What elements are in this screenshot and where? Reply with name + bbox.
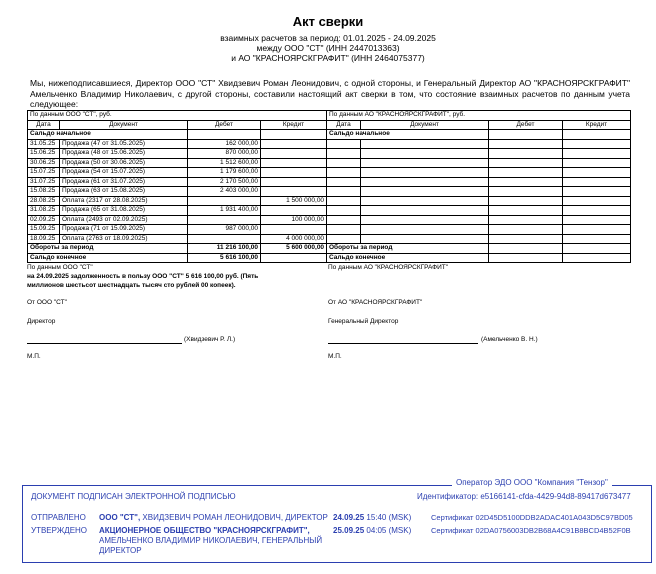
right-stamp-place: М.П.	[328, 353, 342, 360]
row-date: 31.05.25	[28, 139, 60, 149]
table-row	[28, 177, 327, 187]
approved-time: 04:05 (MSK)	[364, 526, 412, 535]
left-stamp-place: М.П.	[27, 353, 41, 360]
col-debit: Дебет	[489, 120, 563, 130]
row-debit	[188, 215, 261, 225]
table-row	[28, 234, 327, 244]
row-debit: 987 000,00	[188, 225, 261, 235]
table-row	[327, 196, 631, 206]
row-credit	[261, 139, 327, 149]
turnover-label: Обороты за период	[327, 244, 489, 254]
sent-person: ХВИДЗЕВИЧ РОМАН ЛЕОНИДОВИЧ, ДИРЕКТОР	[140, 513, 328, 522]
row-document: Продажа (50 от 30.06.2025)	[60, 158, 188, 168]
row-date: 15.08.25	[28, 187, 60, 197]
table-row	[28, 225, 327, 235]
table-row	[327, 149, 631, 159]
closing-balance-label: Сальдо конечное	[327, 253, 489, 263]
row-document: Оплата (2763 от 18.09.2025)	[60, 234, 188, 244]
left-conclusion-text: на 24.09.2025 задолженность в пользу ООО "СТ" 5 616 100,00 руб. (Пять миллионов шестьсот шестнадцать тысяч сто рублей 00 копеек).	[27, 273, 259, 289]
approved-org: АКЦИОНЕРНОЕ ОБЩЕСТВО "КРАСНОЯРСКГРАФИТ",	[99, 526, 310, 535]
row-date: 15.09.25	[28, 225, 60, 235]
table-row	[28, 168, 327, 178]
row-debit: 1 512 600,00	[188, 158, 261, 168]
row-debit: 870 000,00	[188, 149, 261, 159]
approved-datetime	[333, 526, 411, 536]
table-row	[28, 206, 327, 216]
row-credit: 100 000,00	[261, 215, 327, 225]
right-table-header: По данным АО "КРАСНОЯРСКГРАФИТ", руб.	[327, 111, 631, 121]
intro-paragraph: Мы, нижеподписавшиеся, Директор ООО "СТ" Хвидзевич Роман Леонидович, с одной стороны, и Генеральный Директор АО "КРАСНОЯРСКГРАФИТ" Амельченко Владимир Николаевич, с другой стороны, составили настоящий акт сверки в том, что состояние взаимных расчетов по данным учета следующее:	[30, 78, 630, 109]
row-credit: 4 000 000,00	[261, 234, 327, 244]
period-line: взаимных расчетов за период: 01.01.2025 - 24.09.2025	[220, 33, 436, 43]
col-document: Документ	[60, 120, 188, 130]
row-debit	[188, 196, 261, 206]
col-document: Документ	[361, 120, 489, 130]
row-document: Оплата (2493 от 02.09.2025)	[60, 215, 188, 225]
left-conclusion-title: По данным ООО "СТ"	[27, 264, 93, 271]
left-from: От ООО "СТ"	[27, 299, 67, 306]
table-row	[28, 196, 327, 206]
table-row	[327, 187, 631, 197]
left-reconciliation-table	[27, 110, 327, 263]
row-date: 15.07.25	[28, 168, 60, 178]
row-document: Продажа (61 от 31.07.2025)	[60, 177, 188, 187]
edo-signature-block	[22, 485, 652, 563]
row-date: 18.09.25	[28, 234, 60, 244]
col-date: Дата	[28, 120, 60, 130]
row-debit: 2 170 500,00	[188, 177, 261, 187]
table-row	[28, 187, 327, 197]
document-title: Акт сверки	[292, 14, 364, 29]
row-debit	[188, 234, 261, 244]
approved-certificate: Сертификат 02DA0756003DB2B68A4C91B8BCD4B52F0B	[431, 526, 631, 535]
closing-debit: 5 616 100,00	[188, 253, 261, 263]
row-credit: 1 500 000,00	[261, 196, 327, 206]
party-1-line: между ООО "СТ" (ИНН 2447013363)	[256, 43, 400, 53]
row-credit	[261, 206, 327, 216]
sent-date: 24.09.25	[333, 513, 365, 522]
sent-label: ОТПРАВЛЕНО	[31, 513, 86, 522]
right-reconciliation-table	[326, 110, 631, 263]
table-row	[327, 168, 631, 178]
col-debit: Дебет	[188, 120, 261, 130]
turnover-label: Обороты за период	[28, 244, 188, 254]
row-credit	[261, 177, 327, 187]
row-credit	[261, 158, 327, 168]
left-signer-name: (Хвидзевич Р. Л.)	[184, 336, 236, 343]
col-credit: Кредит	[261, 120, 327, 130]
table-row	[28, 139, 327, 149]
table-row	[327, 215, 631, 225]
left-position: Директор	[27, 318, 56, 325]
table-row	[28, 215, 327, 225]
row-debit: 1 931 400,00	[188, 206, 261, 216]
table-row	[28, 158, 327, 168]
identifier: Идентификатор: e5166141-cfda-4429-94d8-89417d673477	[417, 492, 631, 501]
opening-balance-label: Сальдо начальное	[327, 130, 489, 140]
table-row	[327, 234, 631, 244]
row-document: Продажа (48 от 15.06.2025)	[60, 149, 188, 159]
sent-datetime	[333, 513, 411, 523]
row-debit: 1 179 600,00	[188, 168, 261, 178]
col-credit: Кредит	[563, 120, 631, 130]
right-from: От АО "КРАСНОЯРСКГРАФИТ"	[328, 299, 423, 306]
sent-time: 15:40 (MSK)	[364, 513, 412, 522]
row-date: 15.06.25	[28, 149, 60, 159]
right-signature-line	[328, 343, 478, 344]
right-position: Генеральный Директор	[328, 318, 399, 325]
signed-label: ДОКУМЕНТ ПОДПИСАН ЭЛЕКТРОННОЙ ПОДПИСЬЮ	[31, 492, 236, 501]
row-date: 31.07.25	[28, 177, 60, 187]
row-document: Продажа (63 от 15.08.2025)	[60, 187, 188, 197]
row-debit: 162 000,00	[188, 139, 261, 149]
turnover-credit: 5 600 000,00	[261, 244, 327, 254]
left-signature-line	[27, 343, 182, 344]
row-document: Продажа (65 от 31.08.2025)	[60, 206, 188, 216]
approved-person-line-2: ДИРЕКТОР	[99, 546, 142, 555]
table-row	[327, 177, 631, 187]
row-date: 02.09.25	[28, 215, 60, 225]
right-signer-name: (Амельченко В. Н.)	[481, 336, 538, 343]
table-row	[327, 158, 631, 168]
table-row	[28, 149, 327, 159]
approved-date: 25.09.25	[333, 526, 365, 535]
row-credit	[261, 168, 327, 178]
row-document: Продажа (71 от 15.09.2025)	[60, 225, 188, 235]
table-row	[327, 206, 631, 216]
turnover-debit: 11 216 100,00	[188, 244, 261, 254]
table-row	[327, 225, 631, 235]
row-document: Продажа (54 от 15.07.2025)	[60, 168, 188, 178]
row-credit	[261, 225, 327, 235]
row-date: 30.06.25	[28, 158, 60, 168]
table-row	[327, 139, 631, 149]
row-credit	[261, 187, 327, 197]
left-table-header: По данным ООО "СТ", руб.	[28, 111, 327, 121]
row-credit	[261, 149, 327, 159]
sent-org: ООО "СТ",	[99, 513, 141, 522]
row-document: Продажа (47 от 31.05.2025)	[60, 139, 188, 149]
approved-label: УТВЕРЖДЕНО	[31, 526, 88, 535]
opening-balance-label: Сальдо начальное	[28, 130, 188, 140]
approved-person-line-1: АМЕЛЬЧЕНКО ВЛАДИМИР НИКОЛАЕВИЧ, ГЕНЕРАЛЬНЫЙ	[99, 536, 323, 545]
row-document: Оплата (2317 от 28.08.2025)	[60, 196, 188, 206]
party-2-line: и АО "КРАСНОЯРСКГРАФИТ" (ИНН 2464075377)	[231, 53, 425, 63]
right-conclusion-title: По данным АО "КРАСНОЯРСКГРАФИТ"	[328, 264, 449, 271]
edo-operator: Оператор ЭДО ООО "Компания "Тензор"	[452, 478, 612, 487]
sent-certificate: Сертификат 02D45D5100DDB2ADAC401A043D5C97BD05	[431, 513, 633, 522]
closing-balance-label: Сальдо конечное	[28, 253, 188, 263]
row-date: 28.08.25	[28, 196, 60, 206]
col-date: Дата	[327, 120, 361, 130]
sent-signer	[99, 513, 329, 523]
row-debit: 2 403 000,00	[188, 187, 261, 197]
row-date: 31.08.25	[28, 206, 60, 216]
